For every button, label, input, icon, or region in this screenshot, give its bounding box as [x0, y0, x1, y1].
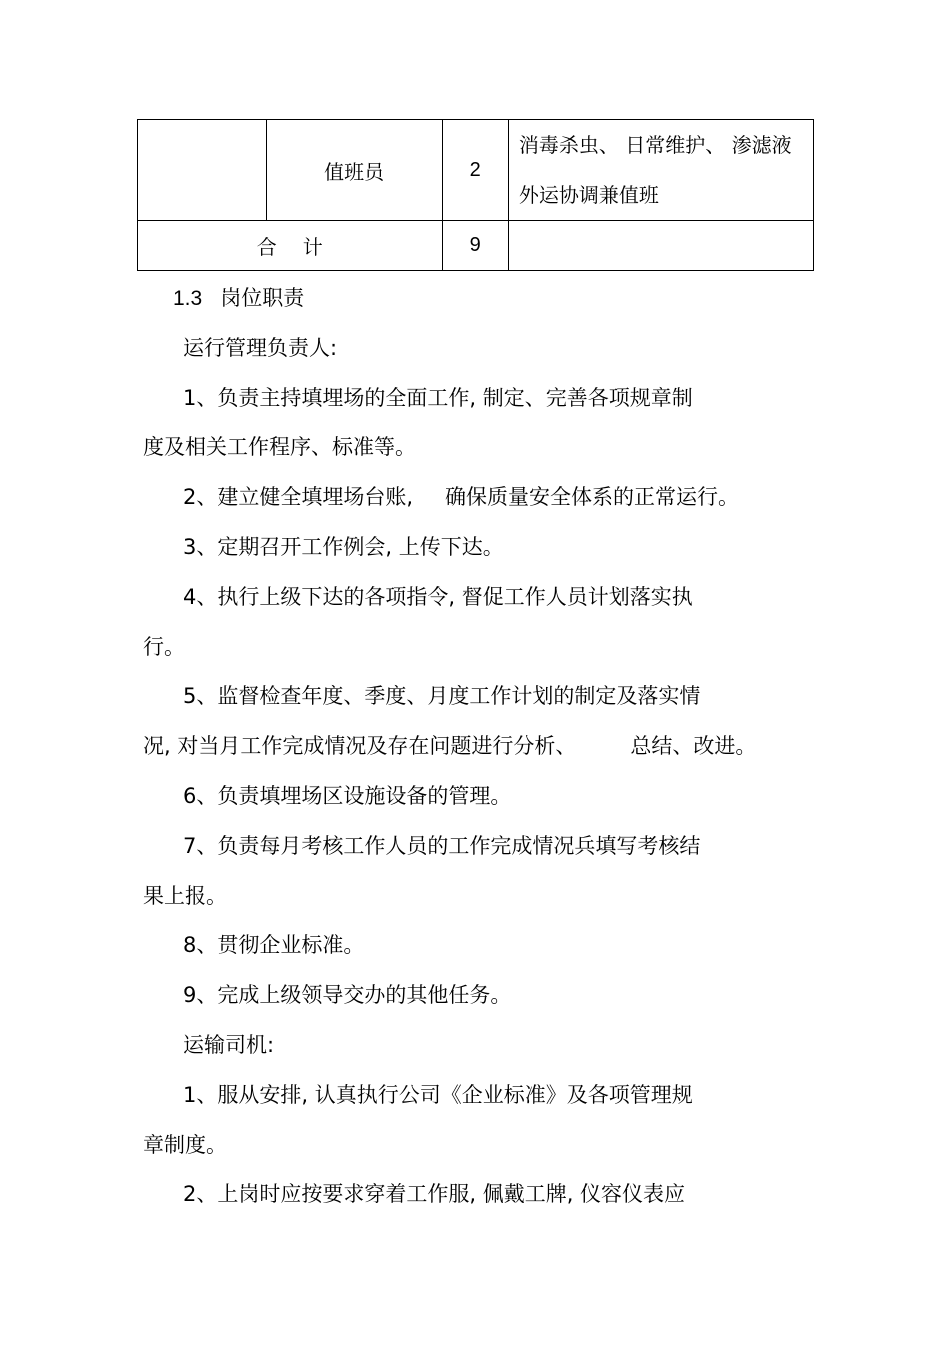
category-cell	[138, 120, 267, 221]
duty-item-line: 果上报。	[143, 883, 227, 908]
duty-item-line: 8、贯彻企业标准。	[183, 933, 365, 958]
staff-table	[137, 119, 814, 271]
total-count-cell: 9	[442, 221, 508, 271]
duty-item-line: 行。	[143, 634, 185, 659]
duty-item-line: 1、负责主持填埋场的全面工作, 制定、完善各项规章制	[183, 385, 693, 410]
total-label-cell	[138, 221, 443, 271]
section-number: 1.3	[173, 287, 203, 310]
body-text	[143, 274, 813, 1220]
total-label: 合计	[256, 235, 349, 259]
duty-item-line: 9、完成上级领导交办的其他任务。	[183, 983, 512, 1008]
section-title: 岗位职责	[220, 286, 305, 310]
count-cell: 2	[442, 120, 508, 221]
table-row	[138, 120, 814, 221]
duties-line: 外运协调兼值班	[518, 183, 659, 207]
duty-item-text: 况, 对当月工作完成情况及存在问题进行分析、	[143, 734, 577, 759]
table-row-total	[138, 221, 814, 271]
duty-item-line: 章制度。	[143, 1132, 227, 1157]
duties-line: 消毒杀虫、 日常维护、 渗滤液	[518, 133, 792, 157]
duty-item-line	[143, 473, 813, 523]
total-note-cell	[508, 221, 813, 271]
duty-item-line: 5、监督检查年度、季度、月度工作计划的制定及落实情	[183, 684, 701, 709]
duty-item-line: 6、负责填埋场区设施设备的管理。	[183, 783, 512, 808]
section-heading	[143, 274, 813, 324]
duties-cell	[508, 120, 813, 221]
driver-heading: 运输司机:	[183, 1032, 275, 1057]
duty-item-line: 2、上岗时应按要求穿着工作服, 佩戴工牌, 仪容仪表应	[183, 1182, 686, 1207]
duty-item-line: 度及相关工作程序、标准等。	[143, 435, 416, 460]
duty-item-line: 1、服从安排, 认真执行公司《企业标准》及各项管理规	[183, 1082, 693, 1107]
manager-heading: 运行管理负责人:	[183, 335, 338, 360]
duty-item-text: 确保质量安全体系的正常运行。	[445, 485, 740, 510]
position-cell: 值班员	[266, 120, 442, 221]
duty-item-line: 4、执行上级下达的各项指令, 督促工作人员计划落实执	[183, 584, 693, 609]
duty-item-line: 3、定期召开工作例会, 上传下达。	[183, 534, 504, 559]
duty-item-line	[143, 722, 813, 772]
duty-item-line: 7、负责每月考核工作人员的工作完成情况兵填写考核结	[183, 833, 701, 858]
duty-item-text: 2、建立健全填埋场台账,	[183, 485, 414, 510]
duty-item-text: 总结、改进。	[630, 734, 757, 759]
